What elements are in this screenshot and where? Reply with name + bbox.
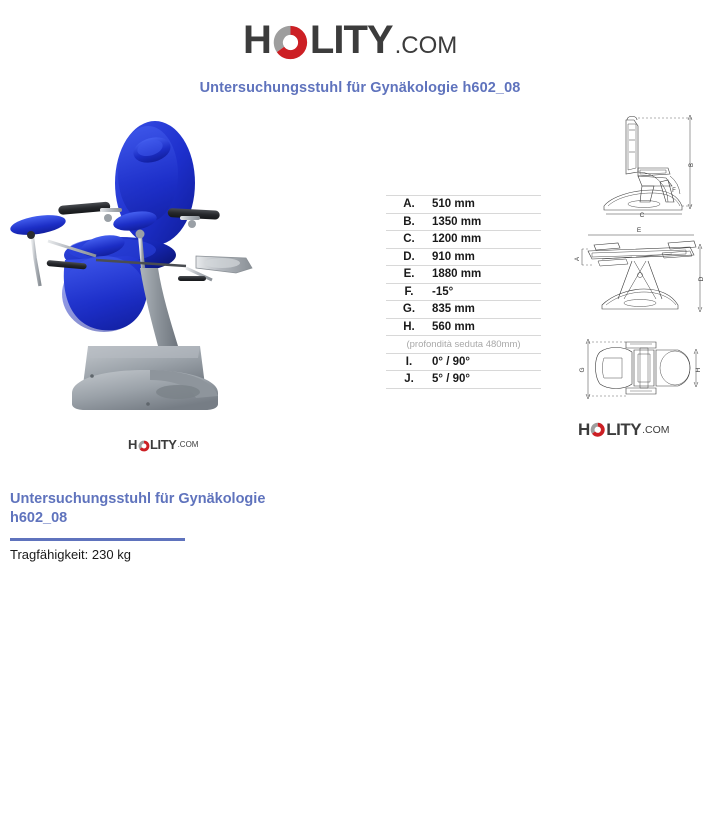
spec-value: 5° / 90° <box>432 371 541 389</box>
spec-key: D. <box>386 248 432 266</box>
table-row <box>386 283 541 301</box>
spec-value: 835 mm <box>432 301 541 319</box>
spec-value: 1880 mm <box>432 266 541 284</box>
specification-table <box>386 195 541 389</box>
spec-note: (profondità seduta 480mm) <box>386 336 541 354</box>
watermark-letter-h: H <box>128 437 137 452</box>
table-row-note <box>386 336 541 354</box>
spec-value: 560 mm <box>432 318 541 336</box>
page-header <box>0 0 720 72</box>
spec-key: H. <box>386 318 432 336</box>
spec-key: E. <box>386 266 432 284</box>
main-content <box>0 108 720 468</box>
spec-value: -15° <box>432 283 541 301</box>
spec-value: 510 mm <box>432 196 541 214</box>
logo-suffix-dotcom: .COM <box>394 32 458 59</box>
logo-letters-lity: LITY <box>309 18 393 62</box>
drawings-watermark-logo <box>578 421 670 438</box>
accent-divider <box>10 538 185 541</box>
spec-value: 1200 mm <box>432 231 541 249</box>
svg-text:H: H <box>695 367 702 373</box>
spec-key: A. <box>386 196 432 214</box>
product-summary <box>10 490 430 563</box>
top-view-drawing <box>578 330 704 406</box>
watermark-letters-lity: LITY <box>606 420 642 439</box>
svg-text:G: G <box>579 367 586 373</box>
split-ring-o-icon <box>590 422 606 438</box>
table-row <box>386 196 541 214</box>
table-row <box>386 213 541 231</box>
svg-text:C: C <box>639 212 645 218</box>
svg-text:E: E <box>636 227 642 234</box>
page-title: Untersuchungsstuhl für Gynäkologie h602_08 <box>199 80 521 96</box>
technical-drawings <box>560 108 720 463</box>
watermark-suffix-dotcom: .COM <box>642 423 670 436</box>
split-ring-o-icon <box>272 24 309 61</box>
product-image <box>0 108 355 418</box>
table-row <box>386 231 541 249</box>
spec-key: J. <box>386 371 432 389</box>
spec-value: 1350 mm <box>432 213 541 231</box>
spec-value: 0° / 90° <box>432 353 541 371</box>
svg-text:F: F <box>672 188 676 194</box>
photo-watermark-logo <box>128 438 198 451</box>
side-view-upright-drawing <box>582 110 700 218</box>
table-row <box>386 371 541 389</box>
table-row <box>386 318 541 336</box>
svg-text:A: A <box>575 256 581 262</box>
split-ring-o-icon <box>138 439 150 451</box>
svg-text:D: D <box>698 276 705 282</box>
brand-logo[interactable] <box>243 20 457 62</box>
svg-text:B: B <box>689 162 695 168</box>
table-row <box>386 301 541 319</box>
spec-key: C. <box>386 231 432 249</box>
table-row <box>386 248 541 266</box>
watermark-letter-h: H <box>578 420 590 439</box>
table-row <box>386 266 541 284</box>
capacity-text: Tragfähigkeit: 230 kg <box>10 547 131 562</box>
watermark-letters-lity: LITY <box>150 437 177 452</box>
watermark-suffix-dotcom: .COM <box>177 440 199 449</box>
product-title: Untersuchungsstuhl für Gynäkologie h602_08 <box>10 491 266 526</box>
logo-letter-h: H <box>243 18 271 62</box>
spec-key: I. <box>386 353 432 371</box>
spec-value: 910 mm <box>432 248 541 266</box>
spec-key: G. <box>386 301 432 319</box>
spec-key: F. <box>386 283 432 301</box>
side-view-flat-drawing <box>572 223 706 321</box>
spec-key: B. <box>386 213 432 231</box>
table-row <box>386 353 541 371</box>
product-photo-block <box>0 108 355 463</box>
